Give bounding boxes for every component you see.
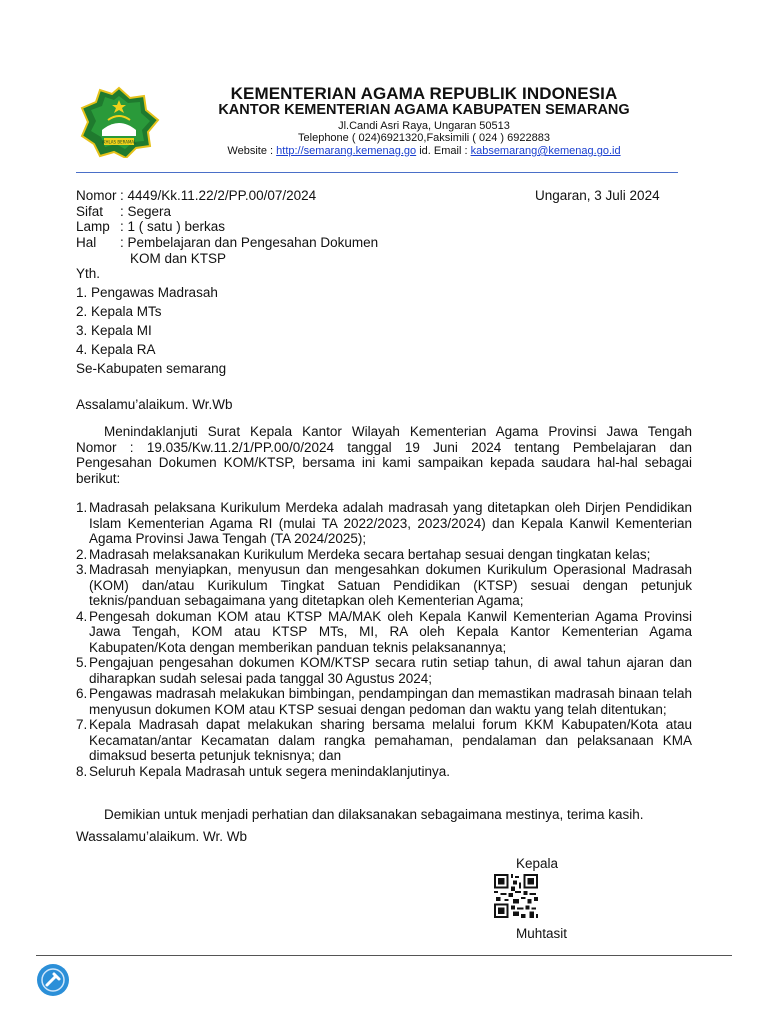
greeting: Assalamu’alaikum. Wr.Wb: [76, 397, 233, 412]
list-item: [76, 764, 692, 780]
sifat-label: Sifat: [76, 204, 104, 219]
yth: Yth.: [76, 266, 101, 281]
office-title: KANTOR KEMENTERIAN AGAMA KABUPATEN SEMARANG: [218, 102, 630, 118]
footer-divider: [36, 955, 732, 956]
qr-code-icon: [494, 874, 538, 918]
list-text: Pengajuan pengesahan dokumen KOM/KTSP secara rutin setiap tahun, di awal tahun ajaran dan diharapkan sudah selesai pada tanggal 30 Agustus 2024;: [89, 655, 692, 686]
website-link[interactable]: http://semarang.kemenag.go: [276, 145, 417, 157]
farewell: Wassalamu’alaikum. Wr. Wb: [76, 829, 248, 844]
list-text: Madrasah menyiapkan, menyusun dan mengesahkan dokumen Kurikulum Operasional Madrasah (KOM) dan/atau Kurikulum Tingkat Satuan Pendidikan (KTSP) sesuai dengan petunjuk teknis/panduan sebagaimana yang ditetapkan oleh Kementerian Agama;: [89, 562, 692, 608]
list-item: [76, 500, 692, 547]
list-item: [76, 547, 692, 563]
signature-title: Kepala: [516, 856, 559, 871]
list-number: 2.: [76, 546, 88, 562]
recipient-item: 3. Kepala MI: [76, 323, 152, 338]
list-item: [76, 717, 692, 764]
list-text: Madrasah pelaksana Kurikulum Merdeka adalah madrasah yang ditetapkan oleh Dirjen Pendidikan Islam Kementerian Agama RI (mulai TA 2022/2023, 2023/2024) dan Kepala Kanwil Kementerian Agama Provinsi Jawa Tengah (TA 2024/2025);: [89, 500, 692, 546]
hal-value-cont: KOM dan KTSP: [130, 251, 227, 266]
list-item: [76, 686, 692, 717]
website-label: Website :: [227, 145, 277, 157]
list-number: 7.: [76, 717, 88, 732]
intro-paragraph: [76, 424, 692, 486]
list-text: Seluruh Kepala Madrasah untuk segera menindaklanjutinya.: [89, 763, 450, 779]
list-number: 3.: [76, 562, 88, 577]
lamp-value: : 1 ( satu ) berkas: [120, 219, 226, 234]
list-text: Kepala Madrasah dapat melakukan sharing bersama melalui forum KKM Kabupaten/Kota atau Kecamatan/antar Kecamatan dalam rangka pemahaman, pendalaman dan pelaksanaan KMA dimaksud beserta petunjuk teknisnya; dan: [89, 717, 692, 763]
closing-text: Demikian untuk menjadi perhatian dan dilaksanakan sebagaimana mestinya, terima kasih.: [104, 807, 644, 822]
list-number: 6.: [76, 686, 88, 701]
recipient-item: 2. Kepala MTs: [76, 304, 162, 319]
points-list: [76, 500, 692, 779]
sifat-value: : Segera: [120, 204, 172, 219]
logo-motto: IKHLAS BERAMAL: [101, 139, 137, 145]
intro-line: Menindaklanjuti Surat Kepala Kantor Wilayah Kementerian Agama Provinsi Jawa Tengah: [104, 424, 692, 439]
office-contacts: [160, 145, 688, 157]
list-number: 8.: [76, 763, 88, 779]
list-item: [76, 562, 692, 609]
ministry-title: KEMENTERIAN AGAMA REPUBLIK INDONESIA: [230, 84, 618, 103]
recipient-item: 4. Kepala RA: [76, 342, 156, 357]
nomor-value: : 4449/Kk.11.22/2/PP.00/07/2024: [120, 188, 317, 203]
header-divider: [76, 172, 678, 173]
ministry-logo: [78, 86, 160, 158]
letter-date: Ungaran, 3 Juli 2024: [535, 188, 660, 203]
list-item: [76, 655, 692, 686]
signatory-name: Muhtasit: [516, 926, 568, 941]
hal-label: Hal: [76, 235, 97, 250]
lamp-label: Lamp: [76, 219, 110, 234]
list-number: 1.: [76, 500, 88, 515]
recipient-item: 1. Pengawas Madrasah: [76, 285, 218, 300]
list-number: 5.: [76, 655, 88, 670]
office-phone: Telephone ( 024)6921320,Faksimili ( 024 ) 6922883: [298, 132, 550, 144]
email-link[interactable]: kabsemarang@kemenag.go.id: [470, 145, 621, 157]
list-text: Madrasah melaksanakan Kurikulum Merdeka secara bertahap sesuai dengan tingkatan kelas;: [89, 546, 651, 562]
list-number: 4.: [76, 608, 88, 624]
list-text: Pengawas madrasah melakukan bimbingan, pendampingan dan memastikan madrasah binaan telah menyusun dokumen KOM atau KTSP sesuai dengan pedoman dan waktu yang telah ditentukan;: [89, 686, 692, 717]
intro-line: Pengesahan Dokumen KOM/KTSP, bersama ini kami sampaikan kepada saudara hal-hal sebagai: [76, 455, 692, 470]
intro-line: berikut:: [76, 470, 121, 486]
badge-icon: [37, 964, 69, 996]
list-text: Pengesah dokuman KOM atau KTSP MA/MAK oleh Kepala Kanwil Kementerian Agama Provinsi Jawa Tengah, KOM atau KTSP MTs, MI, RA oleh Kepala Kantor Kementerian Agama Kabupaten/Kota dengan memberikan panduan teknis pelaksanannya;: [89, 608, 692, 655]
nomor-label: Nomor: [76, 188, 117, 203]
recipient-region: Se-Kabupaten semarang: [76, 361, 227, 376]
list-item: [76, 609, 692, 656]
email-label: id. Email :: [416, 145, 471, 157]
office-address: Jl.Candi Asri Raya, Ungaran 50513: [338, 120, 510, 132]
intro-line: Nomor : 19.035/Kw.11.2/1/PP.00/0/2024 tanggal 19 Juni 2024 tentang Pembelajaran dan: [76, 439, 692, 455]
hal-value: : Pembelajaran dan Pengesahan Dokumen: [120, 235, 379, 250]
